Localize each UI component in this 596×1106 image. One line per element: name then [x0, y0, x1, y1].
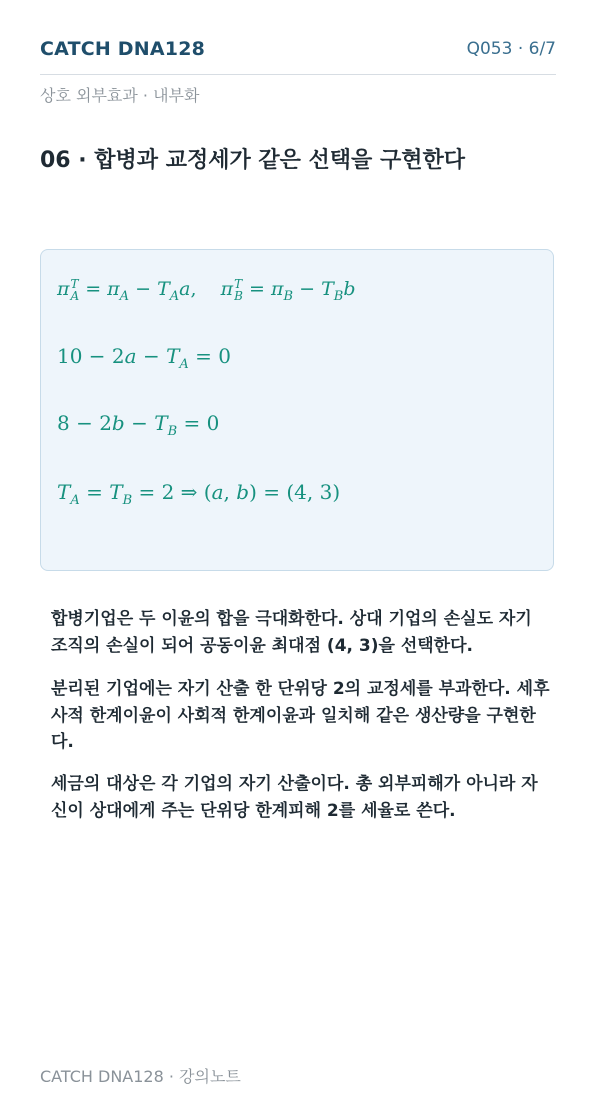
header — [40, 36, 556, 75]
page-title: 06 · 합병과 교정세가 같은 선택을 구현한다 — [40, 148, 465, 173]
paragraph-corrective-tax: 분리된 기업에는 자기 산출 한 단위당 2의 교정세를 부과한다. 세후 사적 한계이윤이 사회적 한계이윤과 일치해 같은 생산량을 구현한다. — [51, 679, 550, 752]
equation-box — [40, 249, 554, 571]
equation-3: $8 - 2b - T_B = 0$ — [57, 411, 220, 439]
equation-2: $10 - 2a - T_A = 0$ — [57, 344, 232, 372]
paragraph-tax-base: 세금의 대상은 각 기업의 자기 산출이다. 총 외부피해가 아니라 자신이 상대에게 주는 단위당 한계피해 2를 세율로 쓴다. — [51, 774, 538, 821]
section-subtitle: 상호 외부효과 · 내부화 — [40, 86, 200, 105]
page-indicator: Q053 · 6/7 — [466, 39, 556, 59]
equation-1: π T A = $\pi_A - T_Aa$, π T B = $\pi_B - T_Bb$ — [57, 277, 356, 304]
footer-label: CATCH DNA128 · 강의노트 — [40, 1067, 241, 1086]
brand-title: CATCH DNA128 — [40, 38, 206, 60]
paragraph-merger: 합병기업은 두 이윤의 합을 극대화한다. 상대 기업의 손실도 자기 조직의 손실이 되어 공동이윤 최대점 (4, 3)을 선택한다. — [51, 609, 532, 656]
equation-4: $T_A = T_B = 2$ ⇒ (a, b) = (4, 3) — [57, 480, 341, 508]
